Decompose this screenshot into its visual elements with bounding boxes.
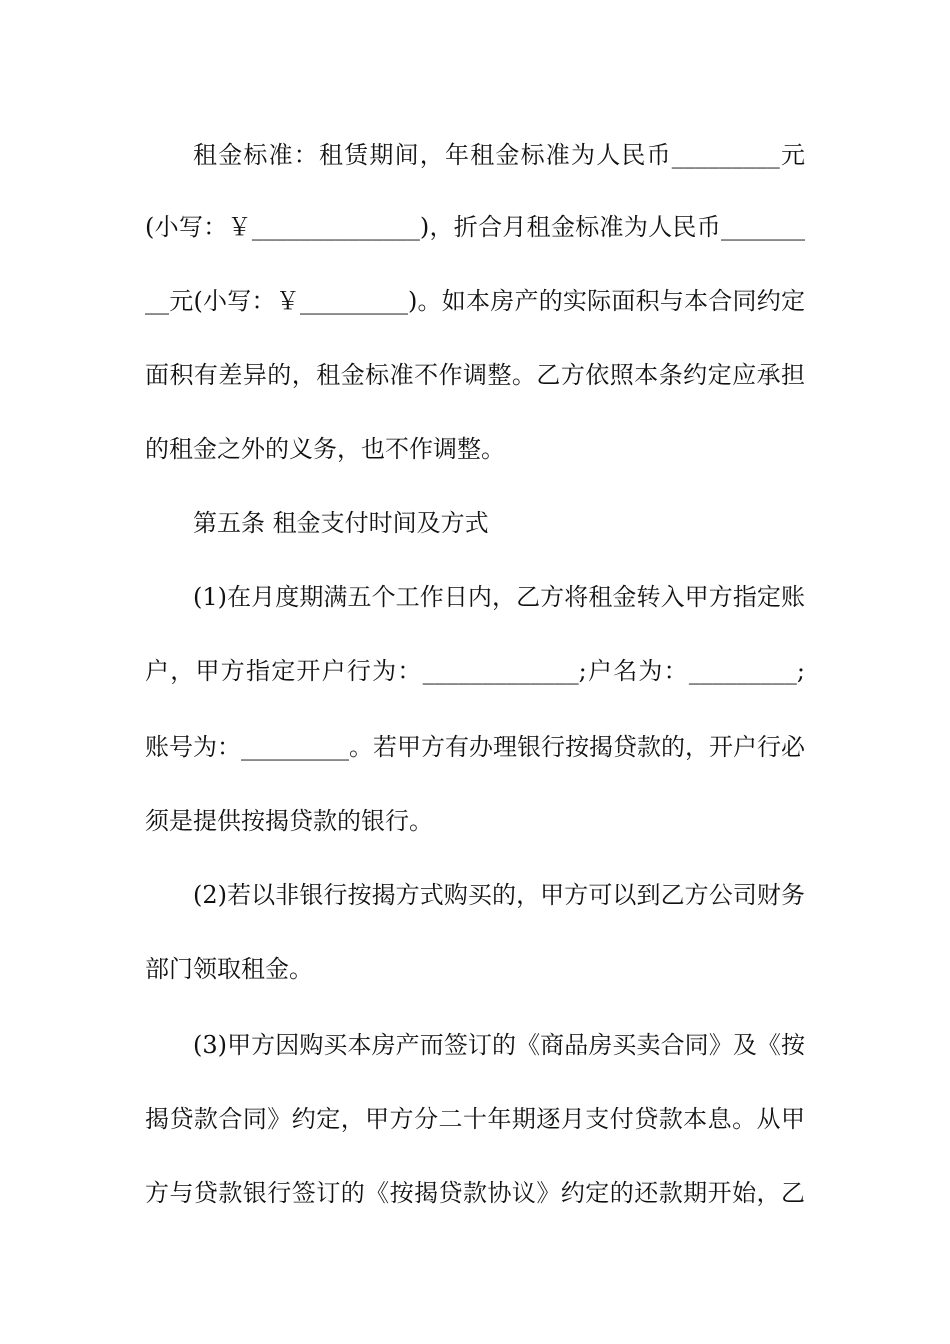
text-line: 租金标准：租赁期间，年租金标准为人民币_________元 — [193, 141, 805, 169]
text-line: 面积有差异的，租金标准不作调整。乙方依照本条约定应承担 — [145, 361, 805, 389]
text-line: (2)若以非银行按揭方式购买的，甲方可以到乙方公司财务 — [193, 881, 805, 909]
section-heading: 第五条 租金支付时间及方式 — [193, 509, 489, 537]
text-line: 户，甲方指定开户行为：_____________;户名为：_________; — [145, 657, 805, 685]
text-line: 部门领取租金。 — [145, 955, 313, 983]
text-line: 揭贷款合同》约定，甲方分二十年期逐月支付贷款本息。从甲 — [145, 1105, 805, 1133]
text-line: 账号为：_________。若甲方有办理银行按揭贷款的，开户行必 — [145, 733, 805, 761]
text-line: __元(小写：￥_________)。如本房产的实际面积与本合同约定 — [145, 287, 805, 315]
text-line: (3)甲方因购买本房产而签订的《商品房买卖合同》及《按 — [193, 1031, 805, 1059]
text-line: (小写：￥______________)，折合月租金标准为人民币_______ — [145, 213, 805, 241]
text-line: 的租金之外的义务，也不作调整。 — [145, 435, 505, 463]
text-line: (1)在月度期满五个工作日内，乙方将租金转入甲方指定账 — [193, 583, 805, 611]
text-line: 方与贷款银行签订的《按揭贷款协议》约定的还款期开始，乙 — [145, 1179, 805, 1207]
text-line: 须是提供按揭贷款的银行。 — [145, 807, 433, 835]
